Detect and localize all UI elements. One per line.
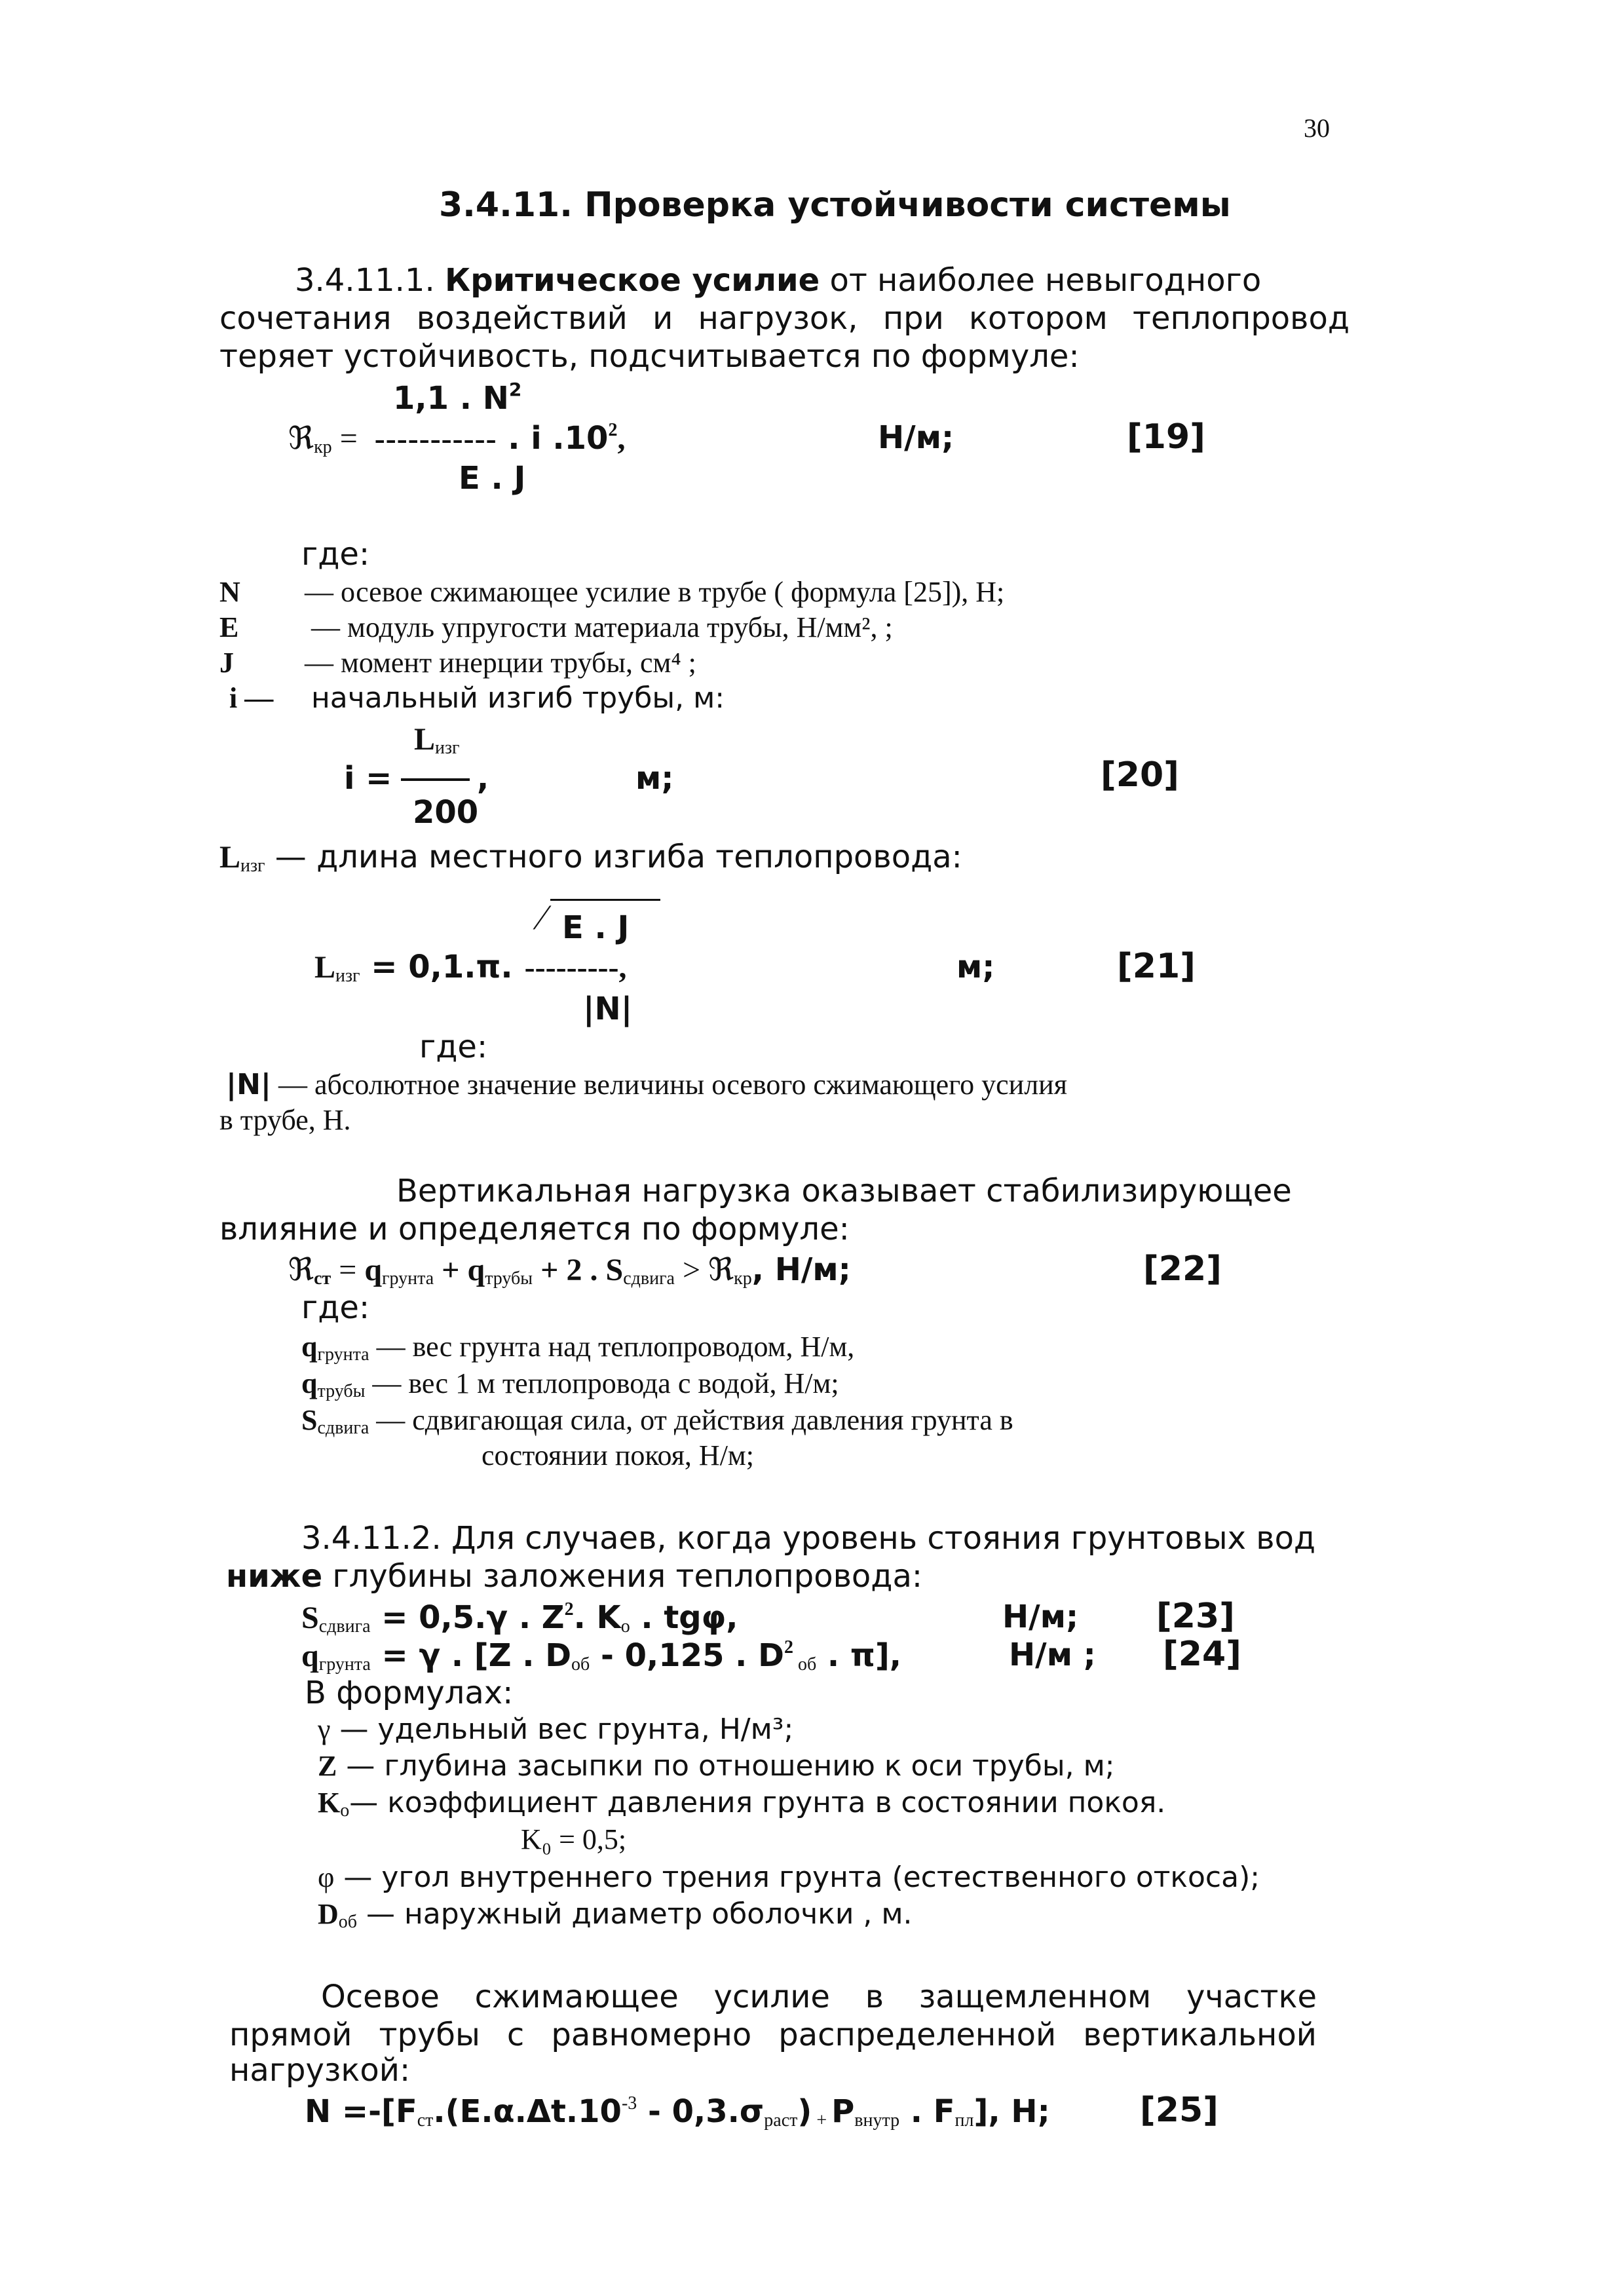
def-abs-N-line2: в трубе, Н. [219, 1104, 351, 1136]
f21-lhs-sub: изг [335, 966, 360, 986]
def-K0 [318, 1786, 1165, 1822]
def-text: — вес 1 м теплопровода с водой, Н/м; [365, 1367, 839, 1399]
formula-21-ref: [21] [1117, 947, 1196, 986]
paragraph-axial-line3: нагрузкой: [229, 2052, 411, 2089]
f25-h: ], Н; [973, 2093, 1050, 2130]
def-symbol: φ [318, 1861, 335, 1893]
f22-gt: > [674, 1253, 709, 1287]
def-symbol: i — [229, 682, 274, 714]
def-J [219, 646, 696, 681]
formula-19-ref: [19] [1127, 417, 1205, 457]
def-symbol: N [219, 576, 240, 608]
f22-plus: + [434, 1253, 468, 1287]
def-Z [318, 1749, 1115, 1785]
f25-g: . F [899, 2093, 955, 2130]
def-q-truby [301, 1367, 839, 1403]
def-phi [318, 1861, 1260, 1897]
def-symbol: K [318, 1787, 341, 1819]
paragraph-critical-force-line3: теряет устойчивость, подсчитывается по формуле: [219, 338, 1080, 375]
def-text: — наружный диаметр оболочки , м. [357, 1897, 913, 1931]
formula-20-fraction-line [401, 778, 470, 781]
f25-f: P [831, 2093, 855, 2130]
paragraph-groundwater-line1: 3.4.11.2. Для случаев, когда уровень стояния грунтовых вод [301, 1520, 1316, 1557]
formula-23-ref: [23] [1156, 1597, 1235, 1636]
def-symbol: D [318, 1898, 339, 1930]
paragraph-text: от наиболее невыгодного [820, 262, 1262, 299]
f23-rhs-3: . tgφ, [630, 1599, 738, 1636]
def-text: — абсолютное значение величины осевого сжимающего усилия [271, 1069, 1067, 1101]
f22-s-sub: сдвига [623, 1268, 675, 1289]
f25-b-sup: -3 [621, 2093, 637, 2114]
def-q-grunta [301, 1330, 854, 1366]
f22-s: S [605, 1253, 624, 1287]
f25-d: ) [797, 2093, 812, 2130]
f25-b: .(E.α.Δt.10 [433, 2093, 622, 2130]
def-symbol-sub: изг [240, 856, 265, 876]
def-symbol: E [219, 611, 239, 643]
f24-rhs-2: - 0,125 . D [590, 1637, 784, 1674]
f20-num: L [414, 722, 436, 757]
formula-20-unit: м; [635, 760, 674, 797]
def-N [219, 575, 1004, 610]
formula-25-ref: [25] [1140, 2091, 1218, 2130]
f19-num-sup: 2 [508, 379, 522, 400]
formula-19-denominator: E . J [459, 460, 526, 497]
f23-rhs: = 0,5.γ . Z [370, 1599, 565, 1636]
def-D-ob [318, 1897, 913, 1933]
f19-num: 1,1 . N [393, 380, 509, 417]
f20-num-sub: изг [435, 738, 460, 758]
formula-21-main [314, 949, 627, 987]
f22-q2-sub: трубы [485, 1268, 533, 1289]
def-symbol: γ [318, 1713, 331, 1745]
f24-rhs-3: . π], [816, 1637, 902, 1674]
def-symbol-sub: о [340, 1800, 350, 1821]
def-abs-N [226, 1068, 1067, 1103]
formula-21-root-sign: / [530, 898, 555, 937]
f19-comma: , [617, 421, 626, 456]
def-i [229, 681, 725, 716]
def-text: — угол внутреннего трения грунта (естественного откоса); [334, 1861, 1260, 1894]
def-text: — удельный вес грунта, Н/м³; [330, 1713, 794, 1746]
formula-19-main [288, 419, 625, 459]
f25-a: N =-[F [305, 2093, 417, 2130]
def-L-izg [219, 839, 962, 877]
f24-d-sub: об [571, 1654, 590, 1675]
formula-24 [301, 1637, 901, 1676]
formula-20-comma: , [477, 760, 489, 797]
def-symbol: q [301, 1331, 318, 1363]
f21-eq: = 0,1.π. [360, 949, 513, 985]
formula-20-numerator [414, 721, 460, 759]
formula-24-unit: Н/м ; [1009, 1637, 1096, 1673]
f21-lhs: L [314, 950, 336, 985]
def-symbol: |N| [226, 1068, 271, 1101]
paragraph-critical-force-line1 [295, 262, 1350, 300]
page-number: 30 [1304, 113, 1330, 143]
def-symbol: q [301, 1367, 318, 1399]
f22-lhs-sub: ст [314, 1268, 331, 1289]
def-text: — вес грунта над теплопроводом, Н/м, [369, 1331, 855, 1363]
f19-tail-sup: 2 [608, 420, 618, 440]
formula-22 [288, 1251, 851, 1290]
formula-23-unit: Н/м; [1002, 1599, 1079, 1635]
where-label-1: где: [301, 536, 370, 573]
formula-21-denominator: |N| [583, 991, 633, 1027]
def-symbol: J [219, 647, 234, 679]
def-E [219, 611, 893, 645]
formula-24-ref: [24] [1163, 1635, 1241, 1674]
formula-25 [305, 2093, 1050, 2132]
def-symbol: S [301, 1404, 318, 1436]
formula-22-ref: [22] [1143, 1249, 1222, 1289]
formula-20-denominator: 200 [413, 794, 479, 831]
term-critical-force: Критическое усилие [445, 262, 820, 299]
f25-f-sub: внутр [854, 2110, 900, 2131]
f25-plus: + [812, 2110, 832, 2131]
f19-lhs-sub: кр [314, 437, 332, 457]
def-text: — сдвигающая сила, от действия давления грунта в [369, 1404, 1013, 1436]
def-s-sdviga [301, 1403, 1013, 1439]
def-symbol-sub: трубы [317, 1381, 366, 1401]
paragraph-axial-line2: прямой трубы с равномерно распределенной вертикальной [229, 2017, 1317, 2053]
formula-20-ref: [20] [1101, 755, 1179, 795]
def-text: — модуль упругости материала трубы, Н/мм², ; [311, 611, 893, 643]
paragraph-vertical-load-line1: Вертикальная нагрузка оказывает стабилизирующее [396, 1173, 1292, 1209]
def-text: начальный изгиб трубы, м: [311, 681, 725, 715]
paragraph-critical-force-line2: сочетания воздействий и нагрузок, при котором теплопровод [219, 300, 1350, 337]
f21-dashes: ---------, [524, 950, 627, 985]
f19-eq: = [331, 421, 358, 456]
formula-20-lhs: i = [344, 760, 392, 797]
def-symbol: Z [318, 1750, 337, 1782]
f25-g-sub: пл [954, 2110, 974, 2131]
def-symbol-sub: об [338, 1912, 358, 1932]
f22-q1: q [364, 1253, 383, 1287]
formula-21-root-bar [550, 899, 660, 901]
where-label-3: где: [301, 1289, 370, 1326]
f23-sup: 2 [564, 1599, 574, 1620]
def-symbol-sub: грунта [317, 1344, 369, 1365]
f22-q1-sub: грунта [382, 1268, 434, 1289]
f22-r-sub: кр [734, 1268, 752, 1289]
def-gamma [318, 1713, 793, 1749]
f23-k-sub: о [620, 1616, 630, 1637]
formula-19-unit: Н/м; [878, 419, 954, 456]
f23-lhs-sub: сдвига [318, 1616, 371, 1637]
formula-19-numerator [393, 379, 521, 418]
def-text: — осевое сжимающее усилие в трубе ( формула [25]), Н; [305, 576, 1005, 608]
f22-r: ℜ [708, 1253, 734, 1287]
clause-number: 3.4.11.1. [295, 262, 435, 299]
term-below: ниже [226, 1558, 323, 1595]
def-s-sdviga-cont: состоянии покоя, Н/м; [482, 1439, 755, 1471]
f19-tail: . i .10 [497, 420, 609, 457]
f25-a-sub: ст [417, 2110, 434, 2131]
def-text: — длина местного изгиба теплопровода: [265, 839, 962, 875]
paragraph-axial-line1: Осевое сжимающее усилие в защемленном участке [321, 1979, 1317, 2015]
paragraph-groundwater-line2 [226, 1558, 922, 1596]
in-formulas-label: В формулах: [305, 1675, 514, 1711]
f25-c: - 0,3.σ [637, 2093, 765, 2130]
f23-rhs-2: . K [573, 1599, 621, 1636]
where-label-2: где: [419, 1029, 488, 1065]
def-text: — момент инерции трубы, см⁴ ; [305, 647, 696, 679]
section-heading: 3.4.11. Проверка устойчивости системы [439, 185, 1231, 225]
paragraph-text: глубины заложения теплопровода: [322, 1558, 923, 1595]
def-text: — коэффициент давления грунта в состоянии покоя. [349, 1786, 1166, 1819]
f22-unit: , Н/м; [751, 1251, 851, 1288]
f24-lhs-sub: грунта [318, 1654, 371, 1675]
f19-lhs: ℜ [288, 421, 314, 456]
formula-21-unit: м; [956, 949, 995, 985]
f22-plus-2: + 2 . [533, 1253, 606, 1287]
def-symbol-sub: сдвига [317, 1418, 369, 1438]
formula-21-radicand: E . J [562, 909, 630, 946]
def-symbol: L [219, 840, 241, 875]
def-text: — глубина засыпки по отношению к оси трубы, м; [337, 1749, 1115, 1783]
f25-c-sub: раст [764, 2110, 798, 2131]
f24-sup: 2 [784, 1637, 793, 1658]
f24-rhs: = γ . [Z . D [370, 1637, 572, 1674]
f19-fraction-bar: ----------- [374, 421, 497, 456]
f24-d2-sub: об [793, 1654, 817, 1675]
f22-lhs: ℜ [288, 1253, 314, 1287]
f22-eq: = [331, 1253, 365, 1287]
paragraph-vertical-load-line2: влияние и определяется по формуле: [219, 1211, 850, 1247]
formula-23 [301, 1599, 738, 1638]
f22-q2: q [467, 1253, 485, 1287]
f23-lhs: S [301, 1601, 319, 1635]
f24-lhs: q [301, 1639, 319, 1673]
k0-value: K₀ = 0,5; [521, 1823, 627, 1855]
